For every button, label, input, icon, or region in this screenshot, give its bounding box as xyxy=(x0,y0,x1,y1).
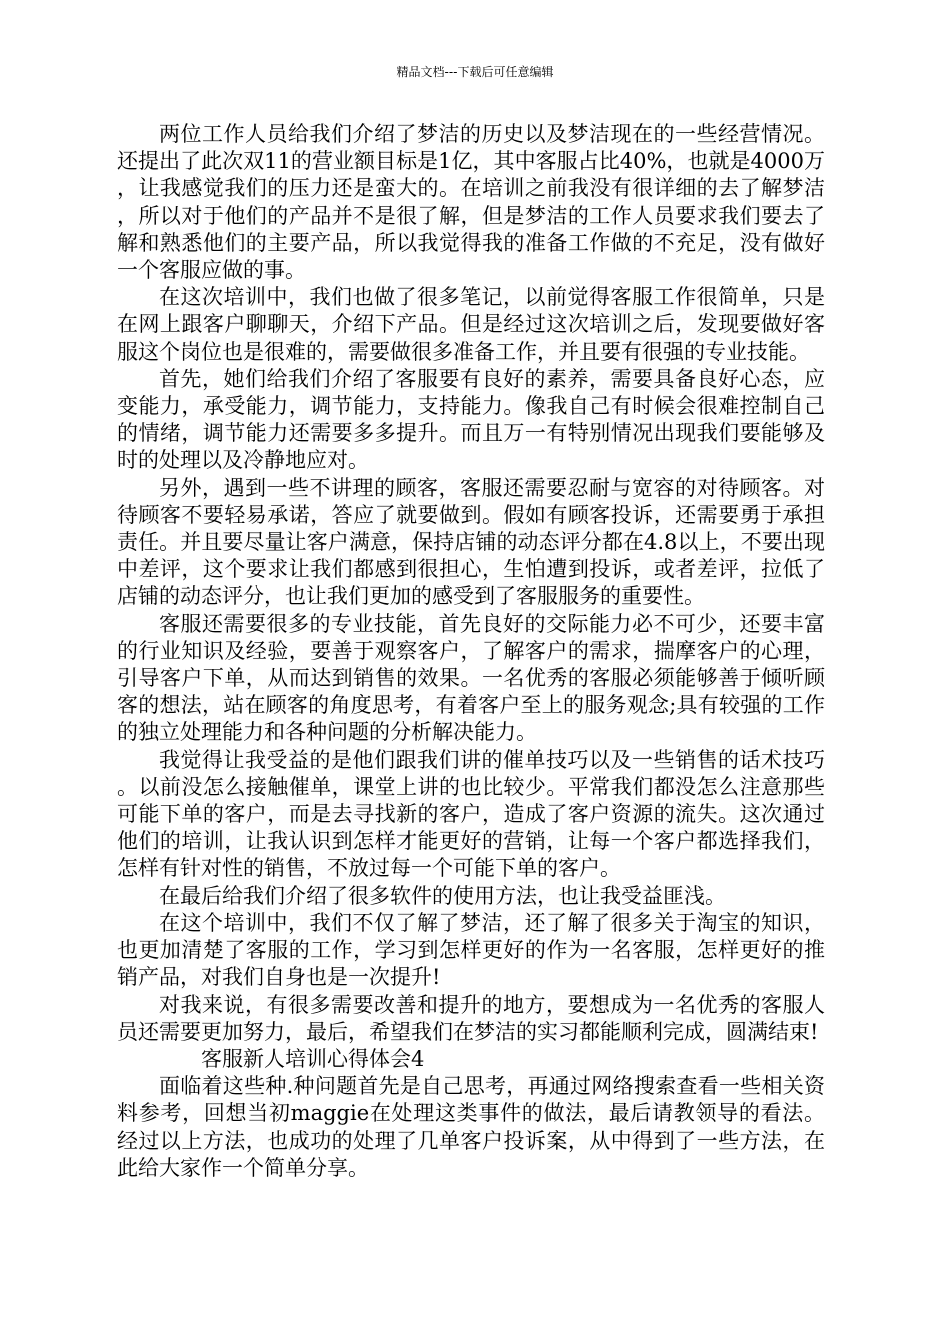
paragraph-qualities: 首先，她们给我们介绍了客服要有良好的素养，需要具备良好心态，应变能力，承受能力，调节能力，支持能力。像我自己有时候会很难控制自己的情绪，调节能力还需要多多提升。而且万一有特别情况出现我们要能够及时的处理以及冷静地应对。 xyxy=(117,366,825,473)
paragraph-patience: 另外，遇到一些不讲理的顾客，客服还需要忍耐与宽容的对待顾客。对待顾客不要轻易承诺，答应了就要做到。假如有顾客投诉，还需要勇于承担责任。并且要尽量让客户满意，保持店铺的动态评分都在4.8以上，不要出现中差评，这个要求让我们都感到很担心，生怕遭到投诉，或者差评，拉低了店铺的动态评分，也让我们更加的感受到了客服服务的重要性。 xyxy=(117,475,825,609)
section-subtitle: 客服新人培训心得体会4 xyxy=(201,1046,425,1071)
paragraph-summary: 在这个培训中，我们不仅了解了梦洁，还了解了很多关于淘宝的知识，也更加清楚了客服的工作，学习到怎样更好的作为一名客服，怎样更好的推销产品，对我们自身也是一次提升! xyxy=(117,910,825,990)
paragraph-urging: 我觉得让我受益的是他们跟我们讲的催单技巧以及一些销售的话术技巧。以前没怎么接触催单，课堂上讲的也比较少。平常我们都没怎么注意那些可能下单的客户，而是去寻找新的客户，造成了客户资源的流失。这次通过他们的培训，让我认识到怎样才能更好的营销，让每一个客户都选择我们，怎样有针对性的销售，不放过每一个可能下单的客户。 xyxy=(117,747,825,881)
paragraph-intro: 两位工作人员给我们介绍了梦洁的历史以及梦洁现在的一些经营情况。还提出了此次双11的营业额目标是1亿，其中客服占比40%，也就是4000万，让我感觉我们的压力还是蛮大的。在培训之前我没有很详细的去了解梦洁，所以对于他们的产品并不是很了解，但是梦洁的工作人员要求我们要去了解和熟悉他们的主要产品，所以我觉得我的准备工作做的不充足，没有做好一个客服应做的事。 xyxy=(117,122,825,283)
page-header: 精品文档---下载后可任意编辑 xyxy=(396,65,554,79)
paragraph-final: 面临着这些种.种问题首先是自己思考，再通过网络搜索查看一些相关资料参考，回想当初maggie在处理这类事件的做法，最后请教领导的看法。经过以上方法，也成功的处理了几单客户投诉案，从中得到了一些方法，在此给大家作一个简单分享。 xyxy=(117,1074,825,1180)
paragraph-skills: 客服还需要很多的专业技能，首先良好的交际能力必不可少，还要丰富的行业知识及经验，要善于观察客户，了解客户的需求，揣摩客户的心理，引导客户下单，从而达到销售的效果。一名优秀的客服必须能够善于倾听顾客的想法，站在顾客的角度思考，有着客户至上的服务观念;具有较强的工作的独立处理能力和各种问题的分析解决能力。 xyxy=(117,611,825,745)
document-body xyxy=(117,121,825,1182)
paragraph-software: 在最后给我们介绍了很多软件的使用方法，也让我受益匪浅。 xyxy=(159,883,726,908)
paragraph-notes: 在这次培训中，我们也做了很多笔记，以前觉得客服工作很简单，只是在网上跟客户聊聊天，介绍下产品。但是经过这次培训之后，发现要做好客服这个岗位也是很难的，需要做很多准备工作，并且要有很强的专业技能。 xyxy=(117,285,825,364)
paragraph-conclusion: 对我来说，有很多需要改善和提升的地方，要想成为一名优秀的客服人员还需要更加努力，最后，希望我们在梦洁的实习都能顺利完成，圆满结束! xyxy=(117,992,825,1044)
